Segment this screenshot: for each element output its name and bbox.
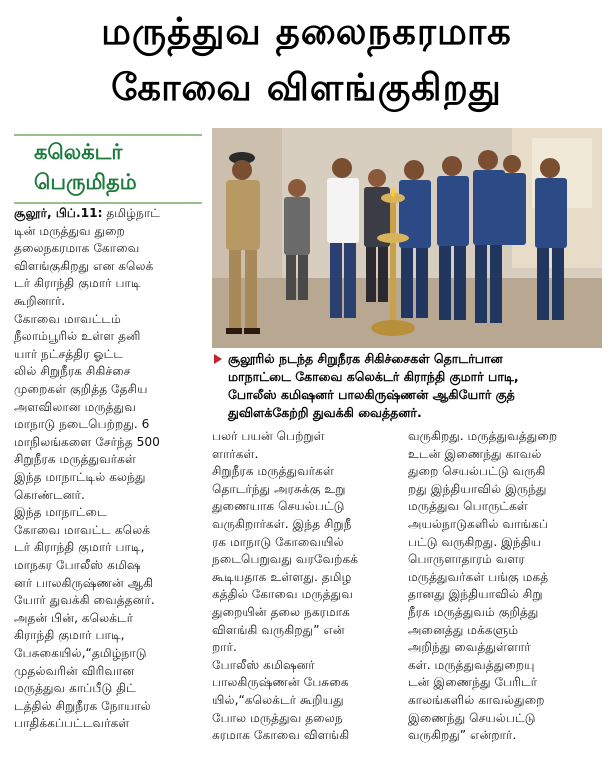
article-line: கூடியதாக உள்ளது. தமிழ xyxy=(212,569,352,584)
article-line: அறிந்து வைத்துள்ளார் xyxy=(408,640,531,655)
article-line: நடைபெறுவது வரவேற்கக் xyxy=(212,552,359,567)
article-line: டத்தில் சிறுநீரக நோயால் xyxy=(14,698,151,713)
article-line: தலைநகரமாக கோவை xyxy=(14,241,140,256)
article-line: அதன் பின், கலெக்டர் xyxy=(14,610,134,625)
photo-caption xyxy=(214,350,604,422)
article-line: பொருளாதாரம் வளர xyxy=(408,552,525,567)
article-line: பலர் பயன் பெற்றுள் xyxy=(212,429,325,443)
article-line: உடன் இணைந்து காவல் xyxy=(408,446,542,461)
article-line: கரமாக கோவை விளங்கி xyxy=(212,728,350,743)
article-line: முதல்வரின் விரிவான xyxy=(14,663,135,678)
article-line: ளார்கள். xyxy=(212,446,259,461)
article-line: ரக மாநாடு கோவையில் xyxy=(212,534,344,549)
article-line: அனைத்து மக்களும் xyxy=(408,622,519,637)
caption-line: போலீஸ் கமிஷனர் பாலகிருஷ்ணன் ஆகியோர் குத் xyxy=(228,387,515,402)
article-line: துறையின் தலை நகரமாக xyxy=(212,605,350,619)
caption-line: மாநாட்டை கோவை கலெக்டர் கிராந்தி குமார் பாடி, xyxy=(228,369,519,384)
article-line: காலங்களில் காவல்துறை xyxy=(408,693,545,707)
article-line: பேசுகையில்,“தமிழ்நாடு xyxy=(14,646,147,660)
article-line: துறை செயல்பட்டு வருகி xyxy=(408,464,546,479)
caption-line: துவிளக்கேற்றி துவக்கி வைத்தனர். xyxy=(228,405,422,420)
article-line: டர் கிராந்தி குமார் பாடி, xyxy=(14,540,145,555)
article-line: சிறுநீரக மருத்துவர்கள் xyxy=(14,452,136,467)
article-line: தானது இந்தியாவில் சிறு xyxy=(408,587,543,602)
article-line: வருகிறார்கள். இந்த சிறுநீ xyxy=(212,517,352,531)
article-line xyxy=(14,205,160,223)
article-line: பாதிக்கப்பட்டவர்கள் xyxy=(14,716,130,731)
caption-line: சூலூரில் நடந்த சிறுநீரக சிகிச்சைகள் தொடர்பான xyxy=(228,351,503,366)
article-line: அளவிலான மருத்துவ xyxy=(14,399,136,414)
article-line: சிறுநீரக மருத்துவர்கள் xyxy=(212,464,334,479)
article-line: கத்தில் கோவை மருத்துவ xyxy=(212,587,353,602)
article-line: மருத்துவ காப்பீடு திட் xyxy=(14,681,136,696)
article-line: யார் நட்சத்திர ஓட்ட xyxy=(14,346,124,361)
article-line: லில் சிறுநீரக சிகிச்சை xyxy=(14,364,131,379)
article-line: போலீஸ் கமிஷனர் xyxy=(212,657,315,672)
article-line: கொண்டனர். xyxy=(14,487,85,502)
article-line: யில்,“கலெக்டர் கூறியது xyxy=(212,693,344,707)
article-line: மாநகர போலீஸ் கமிஷ xyxy=(14,558,141,572)
article-line: கள். மருத்துவத்துறையு xyxy=(408,657,535,672)
article-line: வருகிறது” என்றார். xyxy=(408,728,517,743)
article-line: பட்டு வருகிறது. இந்திய xyxy=(408,534,542,549)
article-line: துணையாக செயல்பட்டு xyxy=(212,499,345,514)
article-line: முறைகள் குறித்த தேசிய xyxy=(14,382,148,396)
kicker-line-2: பெருமிதம் xyxy=(34,170,137,194)
article-line: நீரக மருத்துவம் குறித்து xyxy=(408,605,539,619)
article-line-text: தமிழ்நாட் xyxy=(102,206,160,220)
dateline: சூலூர், பிப்.11: xyxy=(14,206,103,220)
article-line: கூறினார். xyxy=(14,294,66,308)
article-line: றார். xyxy=(212,640,237,655)
article-line: மாநிலங்களை சேர்ந்த 500 xyxy=(14,434,160,449)
article-line: இணைந்து செயல்பட்டு xyxy=(408,710,536,725)
headline-line-2: கோவை விளங்குகிறது xyxy=(111,66,502,109)
article-line: விளங்கி வருகிறது” என் xyxy=(212,622,345,637)
article-line: டர் கிராந்தி குமார் பாடி xyxy=(14,276,141,291)
article-line: பாலகிருஷ்ணன் பேசுகை xyxy=(212,675,349,690)
caption-marker-icon xyxy=(214,354,222,364)
article-line: அயல்நாடுகளில் வாங்கப் xyxy=(408,517,549,531)
article-line: கோவை மாவட்ட கலெக் xyxy=(14,522,151,537)
article-line: இந்த மாநாட்டை xyxy=(14,505,107,520)
article-line: கிராந்தி குமார் பாடி, xyxy=(14,628,125,643)
event-photo xyxy=(212,128,602,348)
article-line: விளங்குகிறது என கலெக் xyxy=(14,258,154,273)
article-line: வருகிறது. மருத்துவத்துறை xyxy=(408,429,558,443)
article-line: டன் இணைந்து பேரிடர் xyxy=(408,675,538,690)
article-line: மருத்துவர்கள் பங்கு மகத் xyxy=(408,569,549,584)
kicker-line-1: கலெக்டர் xyxy=(34,140,123,164)
headline-line-1: மருத்துவ தலைநகரமாக xyxy=(101,10,512,53)
kicker-box xyxy=(14,134,202,204)
article-line: னர் பாலகிருஷ்ணன் ஆகி xyxy=(14,575,154,590)
article-line: போல மருத்துவ தலைந xyxy=(212,710,343,725)
article-line: கோவை மாவட்டம் xyxy=(14,311,121,326)
article-line: தொடர்ந்து அரசுக்கு உறு xyxy=(212,481,346,496)
article-line: டின் மருத்துவ துறை xyxy=(14,223,125,238)
article-line: மாநாடு நடைபெற்றது. 6 xyxy=(14,417,150,432)
photo-lamp-lighting-illustration xyxy=(212,128,602,348)
article-line: றது இந்தியாவில் இருந்து xyxy=(408,481,547,496)
article-line: யோர் துவக்கி வைத்தனர். xyxy=(14,593,155,608)
article-line: இந்த மாநாட்டில் கலந்து xyxy=(14,470,146,484)
article-line: நீலாம்பூரில் உள்ள தனி xyxy=(14,329,141,344)
article-line: மருத்துவ பொருட்கள் xyxy=(408,499,528,514)
